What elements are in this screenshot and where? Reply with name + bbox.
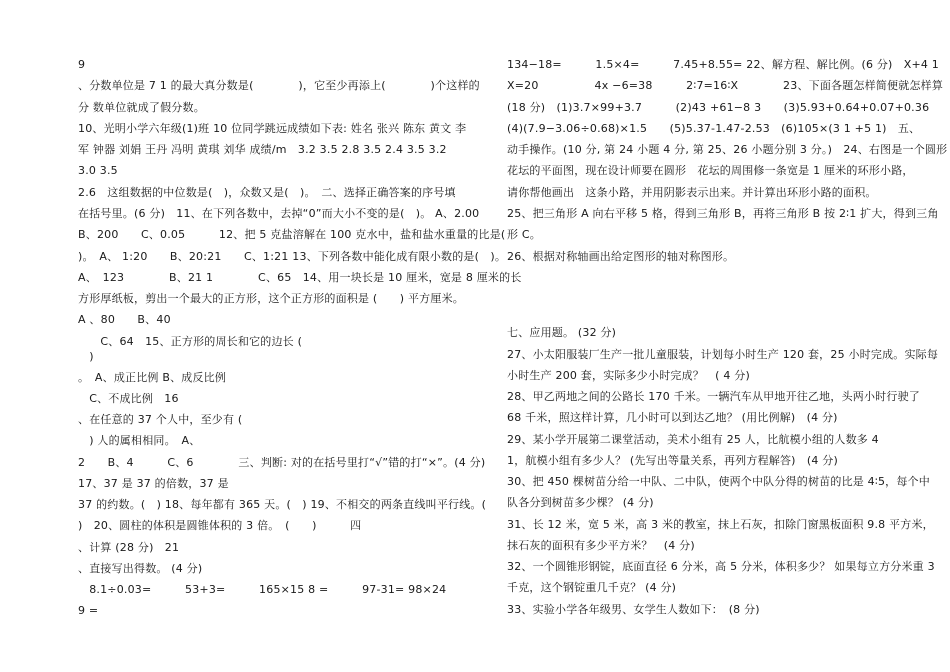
- text-line: 10、光明小学六年级(1)班 10 位同学跳远成绩如下表: 姓名 张兴 陈东 黄文 李: [78, 122, 467, 135]
- text-line: 37 的约数。( ) 18、每年都有 365 天。( ) 19、不相交的两条直线叫平行线。(: [78, 498, 487, 511]
- text-line: 32、一个圆锥形钢锭，底面直径 6 分米，高 5 分米，体积多少？ 如果每立方分米重 3: [507, 560, 935, 573]
- text-line: 在括号里。(6 分) 11、在下列各数中，去掉“0”而大小不变的是( )。 A、2.00: [78, 207, 480, 220]
- text-line: 1，航模小组有多少人？ (先写出等量关系，再列方程解答) (4 分): [507, 454, 838, 467]
- text-line: C、不成比例 16: [78, 392, 179, 405]
- text-line: 26、根据对称轴画出给定图形的轴对称图形。: [507, 250, 735, 263]
- text-line: (4)(7.9−3.06÷0.68)×1.5 (5)5.37-1.47-2.53 (6)105×(3 1 +5 1) 五、: [507, 122, 921, 135]
- text-line: 30、把 450 棵树苗分给一中队、二中队，使两个中队分得的树苗的比是 4∶5，每个中: [507, 475, 930, 488]
- text-line: 、在任意的 37 个人中，至少有 (: [78, 413, 243, 426]
- text-line: 27、小太阳服装厂生产一批儿童服装，计划每小时生产 120 套，25 小时完成。实际每: [507, 348, 939, 361]
- text-line: 千克，这个钢锭重几千克？ (4 分): [507, 581, 677, 594]
- text-line: ): [78, 350, 94, 363]
- text-line: 花坛的平面图，现在设计师要在圆形 花坛的周围修一条宽是 1 厘米的环形小路，: [507, 164, 914, 177]
- text-line: 、分数单位是 7 1 的最大真分数是( )，它至少再添上( )个这样的: [78, 79, 480, 92]
- text-line: 、直接写出得数。 (4 分): [78, 562, 203, 575]
- text-line: 28、甲乙两地之间的公路长 170 千米。一辆汽车从甲地开往乙地，头两小时行驶了: [507, 390, 920, 403]
- text-line: 8.1÷0.03= 53+3= 165×15 8 = 97-31= 98×24: [78, 583, 447, 596]
- text-line: A 、80 B、40: [78, 313, 171, 326]
- text-line: 9 =: [78, 604, 99, 617]
- text-line: A、 123 B、21 1 C、65 14、用一块长是 10 厘米，宽是 8 厘米的长: [78, 271, 522, 284]
- text-line: 军 钟器 刘娟 王丹 冯明 黄琪 刘华 成绩/m 3.2 3.5 2.8 3.5 2.4 3.5 3.2: [78, 143, 447, 156]
- text-line: 134−18= 1.5×4= 7.45+8.55= 22、解方程、解比例。(6 分) X+4 1: [507, 58, 939, 71]
- text-line: 分 数单位就成了假分数。: [78, 101, 205, 114]
- text-line: )。 A、 1:20 B、20:21 C、1:21 13、下列各数中能化成有限小数的是( )。: [78, 250, 507, 263]
- text-line: 31、长 12 米，宽 5 米，高 3 米的教室，抹上石灰，扣除门窗黑板面积 9.8 平方米，: [507, 518, 934, 531]
- text-line: 2.6 这组数据的中位数是( )，众数又是( )。 二、选择正确答案的序号填: [78, 186, 456, 199]
- text-line: X=20 4x −6=38 2∶7=16∶X 23、下面各题怎样简便就怎样算: [507, 79, 944, 92]
- text-line: 方形厚纸板，剪出一个最大的正方形，这个正方形的面积是 ( ) 平方厘米。: [78, 292, 464, 305]
- text-line: 2 B、4 C、6 三、判断: 对的在括号里打“√”错的打“×”。(4 分): [78, 456, 486, 469]
- text-line: 小时生产 200 套，实际多少小时完成？ ( 4 分): [507, 369, 750, 382]
- text-line: 抹石灰的面积有多少平方米？ (4 分): [507, 539, 695, 552]
- text-line: (18 分) (1)3.7×99+3.7 (2)43 +61−8 3 (3)5.93+0.64+0.07+0.36: [507, 101, 930, 114]
- text-line: 3.0 3.5: [78, 164, 118, 177]
- text-line: 请你帮他画出 这条小路，并用阴影表示出来。并计算出环形小路的面积。: [507, 186, 877, 199]
- section-heading: 七、应用题。 (32 分): [507, 326, 617, 339]
- text-line: 队各分到树苗多少棵？ (4 分): [507, 496, 654, 509]
- text-line: 动手操作。(10 分, 第 24 小题 4 分, 第 25、26 小题分别 3 分。) 24、右图是一个圆形: [507, 143, 948, 156]
- text-line: 17、37 是 37 的倍数，37 是: [78, 477, 229, 490]
- text-line: 形 C。: [507, 228, 541, 241]
- text-line: 25、把三角形 A 向右平移 5 格，得到三角形 B，再将三角形 B 按 2∶1 扩大，得到三角: [507, 207, 939, 220]
- text-line: B、200 C、0.05 12、把 5 克盐溶解在 100 克水中，盐和盐水重量的比是(: [78, 228, 506, 241]
- text-line: 。 A、成正比例 B、成反比例: [78, 371, 227, 384]
- text-line: ) 人的属相相同。 A、: [78, 434, 201, 447]
- text-line: 68 千米，照这样计算，几小时可以到达乙地？ (用比例解) (4 分): [507, 411, 838, 424]
- text-line: ) 20、圆柱的体积是圆锥体积的 3 倍。 ( ) 四: [78, 519, 362, 532]
- text-line: 9: [78, 58, 86, 71]
- text-line: 、计算 (28 分) 21: [78, 541, 180, 554]
- text-line: 33、实验小学各年级男、女学生人数如下： (8 分): [507, 603, 760, 616]
- text-line: C、64 15、正方形的周长和它的边长 (: [78, 335, 303, 348]
- text-line: 29、某小学开展第二课堂活动，美术小组有 25 人，比航模小组的人数多 4: [507, 433, 879, 446]
